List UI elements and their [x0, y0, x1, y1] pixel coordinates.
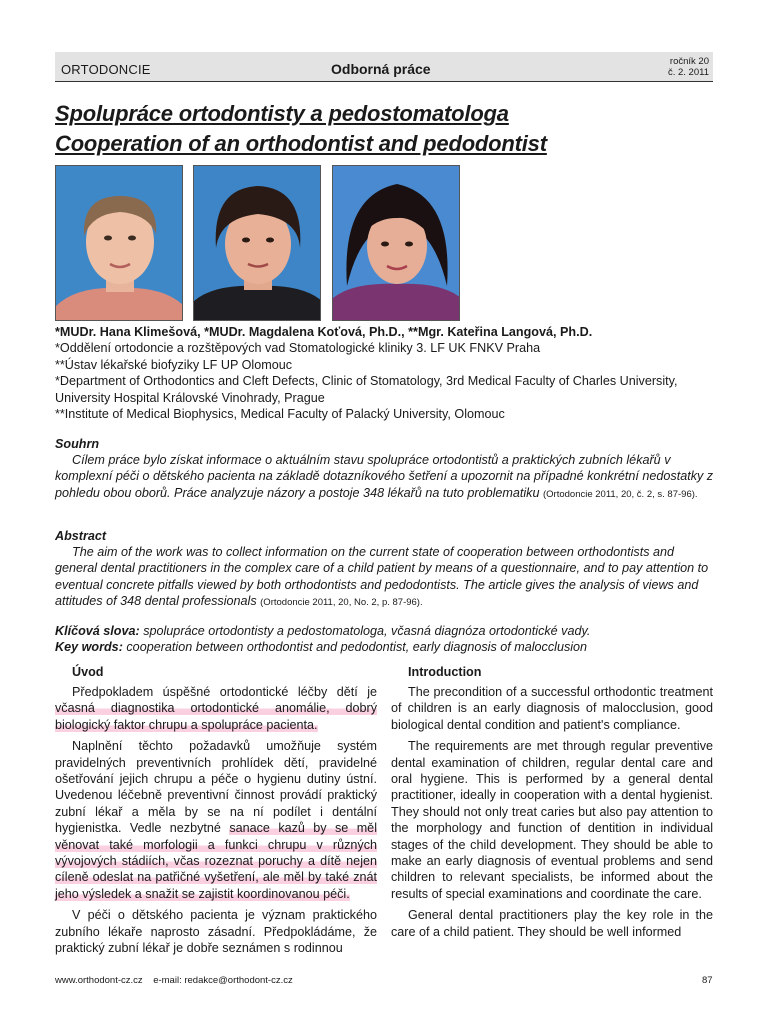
footer-contact: www.orthodont-cz.cz e-mail: redakce@orthodont-cz.cz: [55, 975, 293, 986]
souhrn-citation: (Ortodoncie 2011, 20, č. 2, s. 87-96).: [542, 488, 698, 500]
souhrn-body: [55, 452, 715, 503]
article-title: [55, 99, 715, 159]
uvod-paragraph-2: [55, 738, 377, 902]
abstract-section: [55, 528, 715, 611]
author-photo-3: [332, 165, 460, 321]
page-number: 87: [702, 975, 713, 986]
keywords-en: [55, 639, 715, 655]
title-english: Cooperation of an orthodontist and pedodontist: [55, 131, 547, 156]
volume-issue: [668, 56, 709, 78]
introduction-heading: Introduction: [408, 665, 482, 679]
souhrn-heading: Souhrn: [55, 437, 100, 451]
keywords-cz-text: spolupráce ortodontisty a pedostomatologa, včasná diagnóza ortodontické vady.: [139, 624, 591, 638]
volume: ročník 20: [669, 56, 709, 67]
uvod-p2-highlight: sanace kazů by se měl věnovat také morfologii a funkci chrupu v různých vývojových stádiích, včas rozeznat poruchy a dítě nejen cíleně odeslat na patřičné vyšetření, ale měl by také znát jeho výsledek a snažit se zajistit koordinovanou péči.: [55, 821, 377, 901]
introduction-paragraph-2: The requirements are met through regular preventive dental examination of children, regular dental care and oral hygiene. This is performed by a general dental practitioner, ideally in cooperation with a dental hygienist. They should not only treat caries but also pay attention to the morphology and function of dentition in individual stages of the child development. They should be able to make an early diagnosis of eventual problems and send children to relevant specialists, be informed about the results of special examinations and coordinate the care.: [391, 739, 713, 901]
souhrn-text: Cílem práce bylo získat informace o aktuálním stavu spolupráce ortodontistů a praktických zubních lékařů v komplexní péči o dětského pacienta na základě dotazníkového šetření a upozornit na případné konkrétní nedostatky z pohledu obou oborů. Práce analyzuje názory a postoje 348 lékařů na tuto problematiku: [55, 453, 714, 500]
authors-block: [55, 324, 715, 422]
uvod-paragraph-3: V péči o dětského pacienta je význam praktického zubního lékaře naprosto zásadní. Předpokládáme, že praktický zubní lékař je dobře seznámen s rodinnou: [55, 908, 377, 956]
affiliation-2-en: **Institute of Medical Biophysics, Medical Faculty of Palacký University, Olomouc: [55, 407, 505, 422]
uvod-p1-highlight: včasná diagnostika ortodontické anomálie, dobrý biologický faktor chrupu a spolupráce pacienta.: [55, 701, 377, 732]
issue: č. 2. 2011: [667, 67, 709, 78]
uvod-p1-text: Předpokladem úspěšné ortodontické léčby dětí je: [72, 685, 377, 699]
uvod-heading: Úvod: [72, 665, 104, 679]
abstract-text: The aim of the work was to collect information on the current state of cooperation between orthodontists and general dental practitioners in the complex care of a child patient by means of a questionnaire, and to pay attention to eventual concrete pitfalls viewed by both orthodontists and pedodontists. The article gives the analysis of views and attitudes of 348 dental professionals: [55, 545, 709, 608]
keywords-en-label: Key words:: [55, 640, 123, 654]
affiliation-2-cz: **Ústav lékařské biofyziky LF UP Olomouc: [55, 357, 293, 372]
abstract-heading: Abstract: [55, 529, 107, 543]
uvod-p2-text: Naplnění těchto požadavků umožňuje systém pravidelných preventivních prohlídek dětí, pravidelné ošetřování jejich chrupu a péče o hygienu dutiny ústní. Uvedenou léčebně preventivní činnost provádí praktický zubní lékař a měla by se na ní podílet i dentální hygienistka. Vedle nezbytné: [55, 739, 377, 836]
journal-header-bar: [55, 52, 713, 82]
author-photo-1: [55, 165, 183, 321]
affiliation-1-en: *Department of Orthodontics and Cleft Defects, Clinic of Stomatology, 3rd Medical Faculty of Charles University, University Hospital Královské Vinohrady, Prague: [55, 374, 678, 405]
article-type: Odborná práce: [331, 61, 431, 77]
author-names: *MUDr. Hana Klimešová, *MUDr. Magdalena Koťová, Ph.D., **Mgr. Kateřina Langová, Ph.D.: [55, 325, 593, 339]
column-czech: [55, 664, 377, 962]
affiliation-1-cz: *Oddělení ortodoncie a rozštěpových vad Stomatologické kliniky 3. LF UK FNKV Praha: [55, 341, 541, 356]
keywords-cz: [55, 623, 715, 639]
introduction-paragraph-3: General dental practitioners play the key role in the care of a child patient. They should be well informed: [391, 908, 713, 939]
uvod-paragraph-1: [55, 684, 377, 733]
abstract-citation: (Ortodoncie 2011, 20, No. 2, p. 87-96).: [260, 596, 423, 608]
keywords-en-text: cooperation between orthodontist and pedodontist, early diagnosis of malocclusion: [122, 640, 588, 654]
introduction-paragraph-1: The precondition of a successful orthodontic treatment of children is an early diagnosis of malocclusion, good biological dental condition and patient's compliance.: [391, 685, 713, 732]
keywords-cz-label: Klíčová slova:: [55, 624, 140, 638]
journal-section: ORTODONCIE: [61, 62, 151, 77]
title-czech: Spolupráce ortodontisty a pedostomatologa: [55, 101, 509, 126]
abstract-body: [55, 544, 715, 611]
author-photo-2: [193, 165, 321, 321]
keywords-block: [55, 623, 715, 655]
souhrn-section: [55, 436, 715, 503]
column-english: [391, 664, 713, 945]
